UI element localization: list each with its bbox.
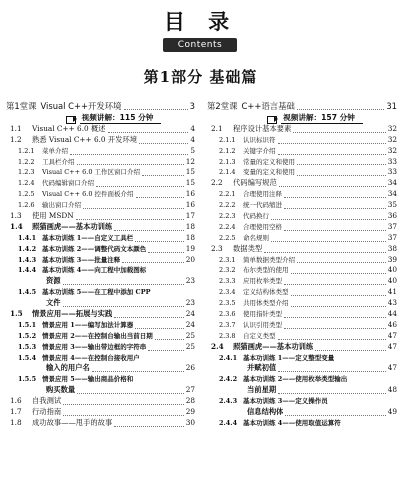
entry-number: 1.5.2 (18, 331, 37, 340)
entry-number: 1.4.1 (18, 233, 37, 242)
entry-title: 并赋初值 (247, 363, 277, 373)
entry-leader-dots (293, 132, 385, 133)
entry-number: 1.5.3 (18, 342, 37, 351)
entry-title: 认识标识符 (243, 135, 276, 144)
entry-title: 情景应用——拓展与实践 (32, 309, 113, 319)
toc-entry (6, 396, 195, 407)
entry-title: Visual C++ 6.0 概述 (32, 123, 106, 133)
entry-number: 2.3.4 (219, 288, 236, 297)
entry-leader-dots (284, 197, 386, 198)
entry-leader-dots (122, 262, 183, 263)
toc-entry (6, 287, 195, 298)
entry-title: 简单数据类型介绍 (243, 255, 295, 264)
toc-entry (6, 244, 195, 255)
entry-title: 基本功训练 2——使用枚举类型输出 (243, 375, 348, 384)
entry-title: 文件 (46, 298, 61, 308)
entry-title: 基本功训练 3——批量注释 (42, 255, 121, 264)
entry-number: 1.4.2 (18, 244, 37, 253)
toc-entry (207, 178, 397, 189)
entry-number: 1.5 (10, 309, 23, 319)
entry-title: 基本功训练 1——自定义工具栏 (42, 233, 134, 242)
entry-leader-dots (291, 306, 386, 307)
entry-number: 2.4.2 (219, 375, 238, 384)
entry-title: 应用枚举类型 (243, 277, 282, 286)
entry-page-number: 49 (387, 407, 397, 417)
toc-entry (207, 222, 397, 233)
entry-title: Visual C++开发环境 (40, 100, 122, 111)
entry-title: 命名规则 (243, 233, 269, 242)
entry-leader-dots (155, 339, 184, 340)
entry-leader-dots (136, 197, 184, 198)
entry-page-number: 17 (185, 211, 195, 220)
entry-page-number: 25 (185, 341, 195, 351)
toc-entry (6, 385, 195, 396)
entry-page-number: 16 (185, 189, 195, 199)
entry-leader-dots (284, 284, 386, 285)
entry-title: Visual C++ 6.0 工作区窗口介绍 (42, 168, 141, 177)
toc-entry (6, 298, 195, 309)
toc-entry (207, 342, 397, 353)
entry-number: 1.2.5 (18, 190, 35, 199)
entry-page-number: 39 (387, 254, 397, 264)
entry-leader-dots (63, 404, 184, 405)
entry-title: 常量的定义和使用 (243, 157, 295, 166)
toc-entry (207, 211, 397, 222)
entry-title: 程序设计基本要素 (233, 123, 292, 133)
entry-page-number: 47 (387, 330, 397, 340)
entry-title: 布尔类型的使用 (243, 266, 289, 275)
toc-entry (207, 157, 397, 168)
entry-leader-dots (284, 208, 386, 209)
entry-number: 1.5.1 (18, 320, 37, 329)
toc-entry (207, 309, 397, 320)
entry-leader-dots (108, 132, 189, 133)
toc-entry (207, 298, 397, 309)
entry-leader-dots (77, 164, 184, 165)
entry-page-number: 47 (387, 363, 397, 373)
entry-page-number: 33 (387, 167, 397, 177)
entry-leader-dots (278, 339, 386, 340)
entry-title: 购买数量 (46, 385, 76, 395)
entry-page-number: 34 (387, 189, 397, 199)
entry-page-number: 37 (387, 232, 397, 242)
entry-leader-dots (279, 186, 386, 187)
entry-leader-dots (271, 219, 386, 220)
entry-title: 照猫画虎——基本功训练 (233, 341, 314, 351)
entry-title: 基本功训练 4——使用取值运算符 (243, 418, 341, 427)
entry-title: C++语言基础 (241, 100, 295, 111)
entry-leader-dots (297, 262, 386, 263)
toc-right-column (207, 101, 397, 429)
entry-title: 基本功训练 3——定义操作员 (243, 397, 328, 406)
entry-leader-dots (96, 186, 184, 187)
entry-title: 情景应用 1——编写加法计算器 (42, 320, 134, 329)
entry-title: 定义结构体类型 (243, 288, 289, 297)
page-title: 目 录 (163, 10, 238, 34)
toc-entry (6, 342, 195, 353)
entry-leader-dots (76, 219, 184, 220)
entry-leader-dots (291, 273, 386, 274)
entry-title: 基本功训练 2——调整代码文本颜色 (42, 244, 147, 253)
entry-title: 数据类型 (233, 243, 263, 253)
entry-number: 第2堂课 (207, 100, 238, 111)
entry-title: 信息结构体 (247, 407, 284, 417)
entry-leader-dots (142, 175, 184, 176)
entry-page-number: 12 (185, 156, 195, 166)
entry-number: 1.4.4 (18, 266, 37, 275)
entry-number: 2.2.1 (219, 190, 236, 199)
entry-page-number: 38 (387, 243, 397, 253)
entry-number: 1.1 (10, 123, 22, 133)
toc-entry (6, 167, 195, 178)
toc-entry (6, 407, 195, 418)
entry-leader-dots (139, 143, 188, 144)
entry-number: 1.4 (10, 221, 23, 231)
entry-title: 代码换行 (243, 212, 269, 220)
entry-number: 1.5.4 (18, 353, 37, 362)
entry-number: 1.2 (10, 134, 22, 144)
entry-leader-dots (135, 328, 183, 329)
toc-entry (207, 244, 397, 255)
toc-entry (6, 200, 195, 211)
entry-leader-dots (63, 415, 184, 416)
entry-number: 2.1.3 (219, 157, 236, 166)
entry-leader-dots (271, 241, 386, 242)
entry-leader-dots (284, 230, 386, 231)
entry-title: 熟悉 Visual C++ 6.0 开发环境 (32, 134, 138, 144)
toc-entry (6, 157, 195, 168)
entry-number: 2.1.4 (219, 168, 236, 177)
toc-entry (6, 265, 195, 276)
toc-entry (207, 276, 397, 287)
entry-page-number: 40 (387, 265, 397, 275)
entry-title: 当前星期 (247, 385, 277, 395)
entry-leader-dots (315, 350, 385, 351)
entry-page-number: 24 (185, 319, 195, 329)
toc-entry (207, 135, 397, 146)
toc-entry (6, 374, 195, 385)
entry-number: 2.2.2 (219, 201, 236, 210)
entry-leader-dots (114, 230, 183, 231)
entry-title: 输出窗口介绍 (42, 201, 81, 210)
entry-title: 基本功训练 5——在工程中添加 CPP (42, 288, 151, 297)
entry-leader-dots (124, 109, 188, 110)
entry-number: 1.2.6 (18, 201, 35, 210)
entry-page-number: 19 (185, 243, 195, 253)
toc-entry (6, 331, 195, 342)
entry-page-number: 44 (387, 309, 397, 319)
entry-number: 1.2.2 (18, 157, 35, 166)
entry-number: 2.3.7 (219, 320, 236, 329)
toc-entry (6, 363, 195, 374)
entry-leader-dots (297, 164, 386, 165)
entry-page-number: 40 (387, 276, 397, 286)
toc-entry (6, 101, 195, 112)
toc-entry (6, 112, 195, 124)
entry-number: 1.2.4 (18, 179, 35, 188)
entry-page-number: 34 (387, 178, 397, 188)
entry-leader-dots (278, 154, 386, 155)
entry-number: 1.2.3 (18, 168, 35, 177)
entry-title: 认识引用类型 (243, 320, 282, 329)
entry-leader-dots (114, 426, 183, 427)
entry-number: 1.4.5 (18, 288, 37, 297)
toc-entry (6, 189, 195, 200)
toc-entry (207, 167, 397, 178)
toc-entry (207, 112, 397, 124)
entry-number: 2.2.4 (219, 222, 236, 231)
entry-page-number: 41 (387, 287, 397, 297)
toc-entry (6, 276, 195, 287)
entry-page-number: 36 (387, 211, 397, 220)
video-duration-label: 视频讲解：115 分钟 (80, 113, 162, 124)
video-icon-play (73, 116, 77, 122)
entry-page-number: 15 (185, 167, 195, 177)
toc-entry (207, 124, 397, 135)
entry-page-number: 48 (387, 385, 397, 395)
entry-page-number: 5 (190, 145, 195, 155)
toc-entry (207, 363, 397, 374)
entry-page-number: 31 (386, 100, 397, 111)
entry-title: 基本功训练 4——向工程中加载图标 (42, 266, 147, 275)
entry-title: Visual C++ 6.0 控件面板介绍 (42, 190, 134, 199)
entry-title: 输入的用户名 (46, 363, 90, 373)
entry-page-number: 37 (387, 221, 397, 231)
toc-entry (207, 396, 397, 407)
entry-leader-dots (83, 208, 184, 209)
toc-entry (6, 146, 195, 157)
entry-page-number: 33 (387, 156, 397, 166)
entry-leader-dots (264, 252, 386, 253)
entry-leader-dots (285, 415, 385, 416)
entry-title: 自定义类型 (243, 331, 276, 340)
entry-number: 2.3.8 (219, 331, 236, 340)
toc-entry (207, 146, 397, 157)
toc-entry (207, 189, 397, 200)
entry-title: 变量的定义和使用 (243, 168, 295, 177)
entry-page-number: 32 (387, 123, 397, 133)
entry-title: 统一代码缩进 (243, 201, 282, 210)
entry-number: 1.8 (10, 417, 22, 427)
entry-leader-dots (297, 109, 384, 110)
entry-leader-dots (70, 154, 188, 155)
entry-leader-dots (291, 295, 386, 296)
entry-page-number: 23 (185, 298, 195, 308)
entry-number: 2.3.3 (219, 277, 236, 286)
toc-entry (207, 265, 397, 276)
toc-entry (207, 287, 397, 298)
entry-page-number: 32 (387, 145, 397, 155)
toc-entry (207, 353, 397, 364)
entry-page-number: 24 (185, 309, 195, 319)
entry-title: 情景应用 2——在控制台输出当前日期 (42, 331, 153, 340)
entry-title: 使用指针类型 (243, 310, 282, 319)
toc-entry (6, 418, 195, 429)
entry-title: 情景应用 4——在控制台接收用户 (42, 353, 140, 362)
entry-number: 2.1.2 (219, 146, 236, 155)
entry-title: 情景应用 5——输出商品价格和 (42, 375, 134, 384)
entry-title: 代码编写规范 (233, 178, 277, 188)
entry-leader-dots (148, 350, 183, 351)
entry-leader-dots (63, 284, 184, 285)
entry-page-number: 27 (185, 385, 195, 395)
entry-title: 基本功训练 1——定义整型变量 (243, 353, 335, 362)
toc-left-column (6, 101, 195, 429)
toc-entry (6, 309, 195, 320)
entry-page-number: 25 (185, 330, 195, 340)
entry-title: 合理使用空格 (243, 222, 282, 231)
toc-entry (6, 255, 195, 266)
toc-entry (6, 353, 195, 364)
entry-number: 2.3.1 (219, 255, 236, 264)
entry-title: 共用体类型介绍 (243, 299, 289, 308)
entry-leader-dots (135, 241, 183, 242)
entry-title: 成功故事——甩手的故事 (32, 417, 113, 427)
entry-page-number: 30 (185, 417, 195, 427)
toc-entry (207, 200, 397, 211)
toc-entry (207, 418, 397, 429)
toc-entry (6, 233, 195, 244)
toc-entry (6, 320, 195, 331)
entry-title: 行动指南 (32, 407, 62, 417)
toc-entry (6, 124, 195, 135)
entry-page-number: 18 (185, 232, 195, 242)
toc-entry (6, 211, 195, 222)
entry-number: 1.4.3 (18, 255, 37, 264)
toc-entry (207, 385, 397, 396)
entry-page-number: 15 (185, 178, 195, 188)
entry-title: 工具栏介绍 (42, 157, 75, 166)
entry-number: 1.5.5 (18, 375, 37, 384)
entry-leader-dots (278, 393, 386, 394)
entry-page-number: 23 (185, 276, 195, 286)
contents-badge: Contents (163, 38, 237, 52)
toc-entry (207, 407, 397, 418)
entry-number: 2.4.4 (219, 418, 238, 427)
entry-leader-dots (148, 252, 183, 253)
entry-title: 使用 MSDN (32, 211, 74, 220)
entry-page-number: 20 (185, 254, 195, 264)
entry-page-number: 35 (387, 200, 397, 210)
video-duration-label: 视频讲解：157 分钟 (281, 113, 363, 124)
entry-number: 2.4.1 (219, 353, 238, 362)
entry-title: 情景应用 3——输出带边框的字符串 (42, 342, 147, 351)
entry-leader-dots (92, 371, 184, 372)
entry-page-number: 28 (185, 396, 195, 406)
toc-entry (207, 331, 397, 342)
entry-number: 1.6 (10, 396, 22, 406)
entry-page-number: 4 (190, 123, 195, 133)
entry-title: 菜单介绍 (42, 146, 68, 155)
entry-title: 资源 (46, 276, 61, 286)
entry-number: 2.2 (211, 178, 223, 188)
entry-number: 2.4 (211, 341, 224, 351)
entry-number: 2.1 (211, 123, 223, 133)
entry-page-number: 46 (387, 319, 397, 329)
entry-number: 2.2.3 (219, 212, 236, 220)
entry-page-number: 32 (387, 134, 397, 144)
entry-page-number: 4 (190, 134, 195, 144)
entry-leader-dots (278, 143, 386, 144)
entry-page-number: 43 (387, 298, 397, 308)
entry-number: 2.1.1 (219, 135, 236, 144)
entry-title: 照猫画虎——基本功训练 (32, 221, 113, 231)
toc-entry (207, 101, 397, 112)
entry-number: 2.4.3 (219, 397, 238, 406)
entry-title: 合理使用注释 (243, 190, 282, 199)
entry-number: 1.7 (10, 407, 22, 417)
entry-title: 关键字介绍 (243, 146, 276, 155)
entry-page-number: 16 (185, 200, 195, 210)
entry-number: 2.3.6 (219, 310, 236, 319)
entry-page-number: 29 (185, 407, 195, 417)
video-icon (66, 115, 77, 124)
entry-leader-dots (284, 328, 386, 329)
entry-page-number: 18 (185, 221, 195, 231)
entry-number: 1.3 (10, 211, 22, 220)
entry-leader-dots (297, 175, 386, 176)
entry-title: 自我测试 (32, 396, 62, 406)
toc-entry (6, 135, 195, 146)
toc-entry (207, 255, 397, 266)
entry-title: 代码编辑窗口介绍 (42, 179, 94, 188)
entry-number: 1.2.1 (18, 146, 35, 155)
video-icon (267, 115, 278, 124)
entry-page-number: 3 (189, 100, 195, 111)
entry-number: 2.3.5 (219, 299, 236, 308)
toc-entry (207, 320, 397, 331)
entry-page-number: 26 (185, 363, 195, 373)
toc-entry (207, 233, 397, 244)
toc-entry (207, 374, 397, 385)
entry-number: 第1堂课 (6, 100, 37, 111)
entry-number: 2.3.2 (219, 266, 236, 275)
entry-leader-dots (284, 317, 386, 318)
entry-page-number: 47 (387, 341, 397, 351)
entry-number: 2.3 (211, 243, 223, 253)
part-title: 第1部分 基础篇 (143, 68, 258, 86)
entry-leader-dots (63, 306, 184, 307)
toc-entry (6, 222, 195, 233)
toc-entry (6, 178, 195, 189)
entry-leader-dots (114, 317, 183, 318)
entry-leader-dots (278, 371, 386, 372)
video-icon-play (274, 116, 278, 122)
entry-leader-dots (77, 393, 184, 394)
entry-number: 2.2.5 (219, 233, 236, 242)
